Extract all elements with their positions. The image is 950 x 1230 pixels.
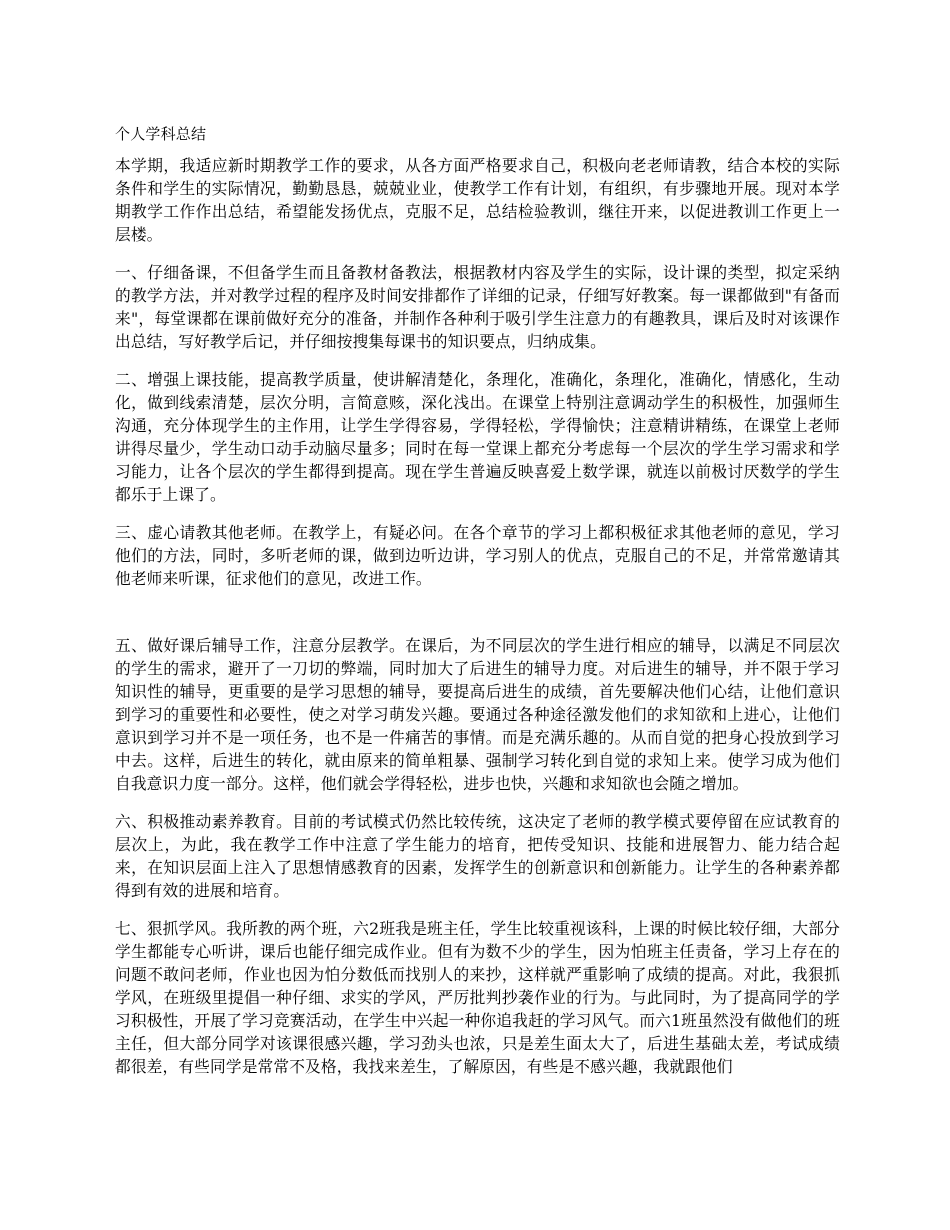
paragraph-intro: 本学期，我适应新时期教学工作的要求，从各方面严格要求自己，积极向老老师请教，结合本校的实际条件和学生的实际情况，勤勤恳恳，兢兢业业，使教学工作有计划，有组织，有步骤地开展。现对本学期教学工作作出总结，希望能发扬优点，克服不足，总结检验教训，继往开来，以促进教训工作更上一层楼。: [115, 156, 840, 244]
document-title: 个人学科总结: [115, 125, 207, 143]
document-page: [115, 122, 840, 1093]
paragraph-section-5: 五、做好课后辅导工作，注意分层教学。在课后，为不同层次的学生进行相应的辅导，以满足不同层次的学生的需求，避开了一刀切的弊端，同时加大了后进生的辅导力度。对后进生的辅导，并不限于学习知识性的辅导，更重要的是学习思想的辅导，要提高后进生的成绩，首先要解决他们心结，让他们意识到学习的重要性和必要性，使之对学习萌发兴趣。要通过各种途径激发他们的求知欲和上进心，让他们意识到学习并不是一项任务，也不是一件痛苦的事情。而是充满乐趣的。从而自觉的把身心投放到学习中去。这样，后进生的转化，就由原来的简单粗暴、强制学习转化到自觉的求知上来。使学习成为他们自我意识力度一部分。这样，他们就会学得轻松，进步也快，兴趣和求知欲也会随之增加。: [115, 636, 840, 793]
paragraph-section-1: 一、仔细备课，不但备学生而且备教材备教法，根据教材内容及学生的实际，设计课的类型，拟定采纳的教学方法，并对教学过程的程序及时间安排都作了详细的记录，仔细写好教案。每一课都做到"有备而来"，每堂课都在课前做好充分的准备，并制作各种利于吸引学生注意力的有趣教具，课后及时对该课作出总结，写好教学后记，并仔细按搜集每课书的知识要点，归纳成集。: [115, 263, 840, 351]
paragraph-section-2: 二、增强上课技能，提高教学质量，使讲解清楚化，条理化，准确化，条理化，准确化，情感化，生动化，做到线索清楚，层次分明，言简意赅，深化浅出。在课堂上特别注意调动学生的积极性，加强师生沟通，充分体现学生的主作用，让学生学得容易，学得轻松，学得愉快；注意精讲精练，在课堂上老师讲得尽量少，学生动口动手动脑尽量多；同时在每一堂课上都充分考虑每一个层次的学生学习需求和学习能力，让各个层次的学生都得到提高。现在学生普遍反映喜爱上数学课，就连以前极讨厌数学的学生都乐于上课了。: [115, 370, 840, 504]
paragraph-section-6: 六、积极推动素养教育。目前的考试模式仍然比较传统，这决定了老师的教学模式要停留在应试教育的层次上，为此，我在教学工作中注意了学生能力的培育，把传受知识、技能和进展智力、能力结合起来，在知识层面上注入了思想情感教育的因素，发挥学生的创新意识和创新能力。让学生的各种素养都得到有效的进展和培育。: [115, 812, 840, 900]
section-gap: [115, 605, 840, 634]
paragraph-section-3: 三、虚心请教其他老师。在教学上，有疑必问。在各个章节的学习上都积极征求其他老师的意见，学习他们的方法，同时，多听老师的课，做到边听边讲，学习别人的优点，克服自己的不足，并常常邀请其他老师来听课，征求他们的意见，改进工作。: [115, 523, 840, 588]
paragraph-section-7: 七、狠抓学风。我所教的两个班，六2班我是班主任，学生比较重视该科，上课的时候比较仔细，大部分学生都能专心听讲，课后也能仔细完成作业。但有为数不少的学生，因为怕班主任责备，学习上存在的问题不敢问老师，作业也因为怕分数低而找别人的来抄，这样就严重影响了成绩的提高。对此，我狠抓学风，在班级里提倡一种仔细、求实的学风，严厉批判抄袭作业的行为。与此同时，为了提高同学的学习积极性，开展了学习竞赛活动，在学生中兴起一种你追我赶的学习风气。而六1班虽然没有做他们的班主任，但大部分同学对该课很感兴趣，学习劲头也浓，只是差生面太大了，后进生基础太差，考试成绩都很差，有些同学是常常不及格，我找来差生，了解原因，有些是不感兴趣，我就跟他们: [115, 919, 840, 1076]
